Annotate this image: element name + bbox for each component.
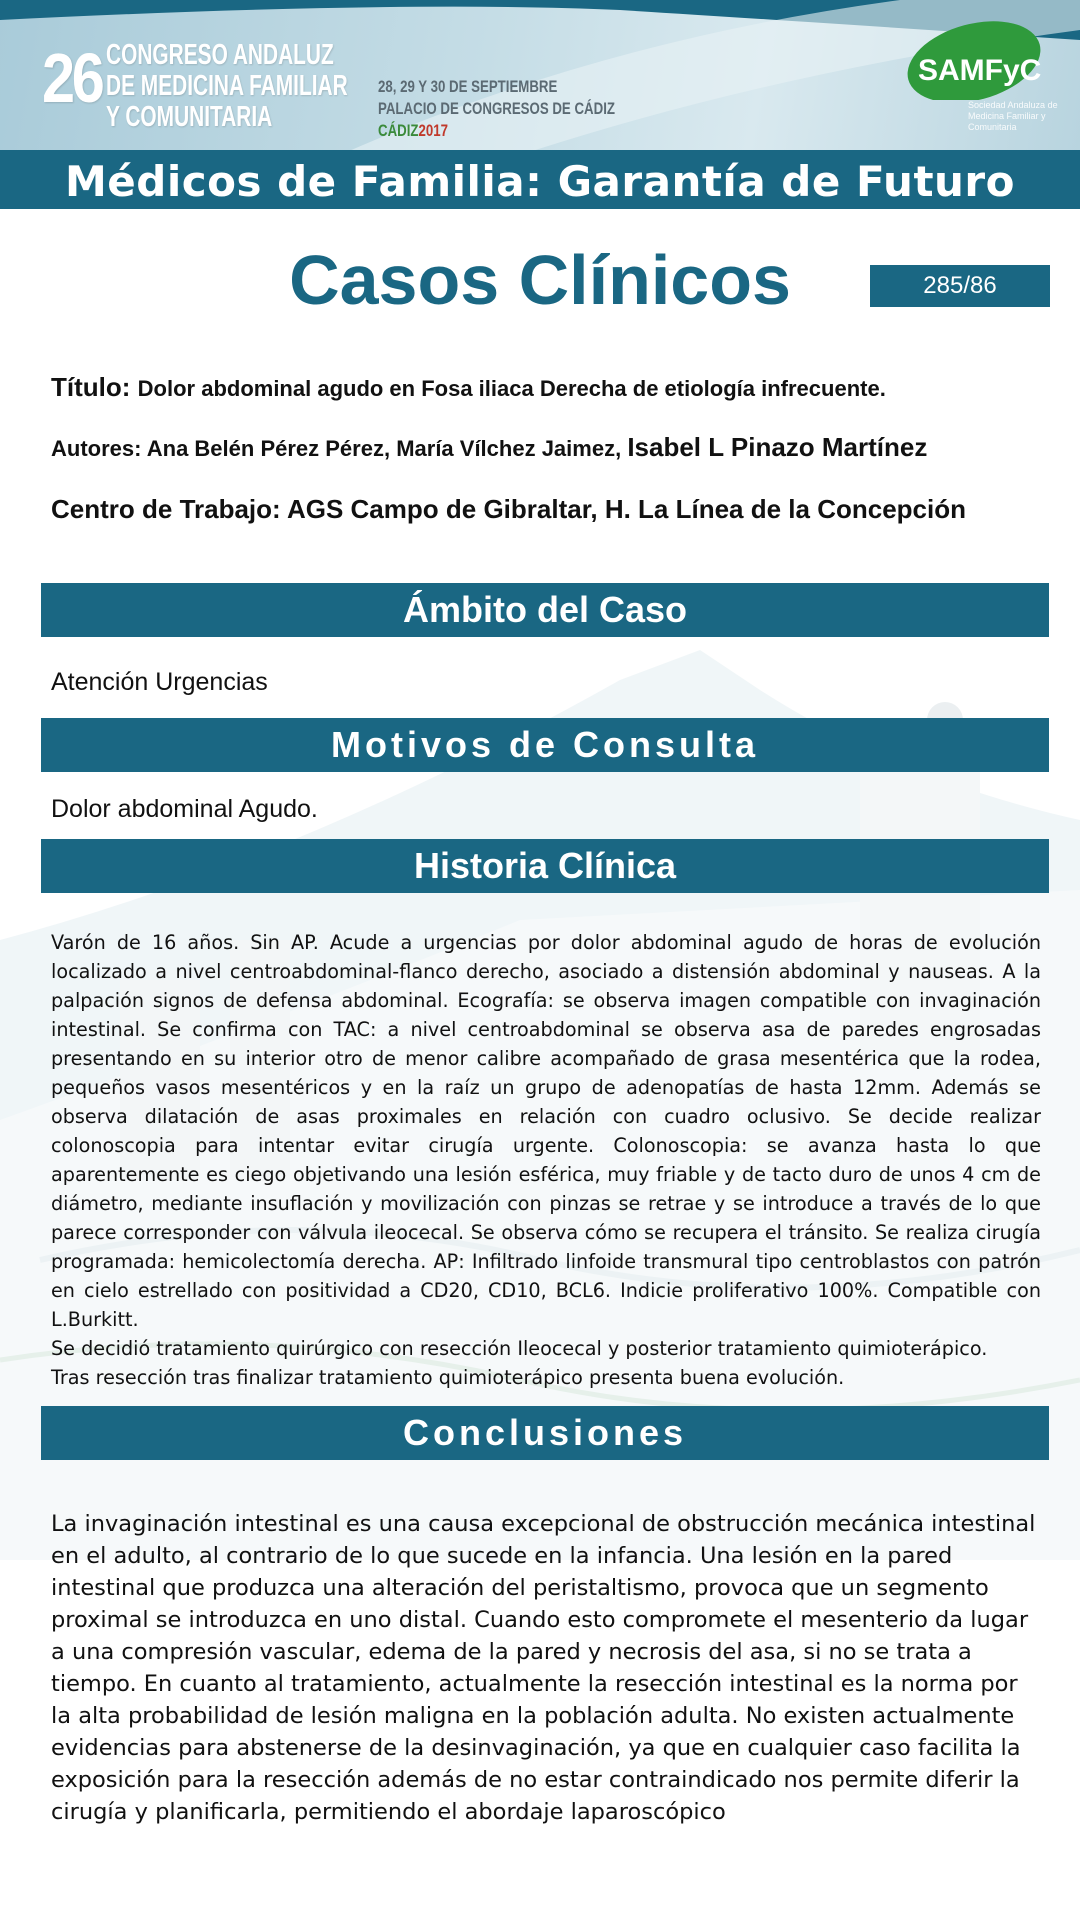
logo-text: SAMFyC [918,54,1042,87]
section-motivos-text: Dolor abdominal Agudo. [51,795,318,823]
section-historia-text [51,928,1041,1392]
congress-slogan: Médicos de Familia: Garantía de Futuro [0,155,1080,209]
section-ambito-header: Ámbito del Caso [41,583,1049,637]
work-center [51,494,966,525]
historia-paragraph-1: Varón de 16 años. Sin AP. Acude a urgencias por dolor abdominal agudo de horas de evolución localizado a nivel centroabdominal-flanco derecho, asociado a distensión abdominal y nauseas. A la palpación signos de defensa abdominal. Ecografía: se observa imagen compatible con invaginación intestinal. Se confirma con TAC: a nivel centroabdominal se observa asa de paredes engrosadas presentando en su interior otro de menor calibre acompañado de grasa mesentérica que la rodea, pequeños vasos mesentéricos y en la raíz un grupo de adenopatías de hasta 12mm. Además se observa dilatación de asas proximales en relación con cuadro oclusivo. Se decide realizar colonoscopia para intentar evitar cirugía urgente. Colonoscopia: se avanza hasta lo que aparentemente es ciego objetivando una lesión esférica, muy friable y de tacto duro de unos 4 cm de diámetro, mediante insuflación y movilización con pinzas se retrae y se introduce a través de lo que parece corresponder con válvula ileocecal. Se observa cómo se recupera el tránsito. Se realiza cirugía programada: hemicolectomía derecha. AP: Infiltrado linfoide transmural tipo centroblastos con patrón en cielo estrellado con positividad a CD20, CD10, BCL6. Indicie proliferativo 100%. Compatible con L.Burkitt. [51,931,1041,1331]
congress-city: CÁDIZ [378,121,419,140]
authors-last: Isabel L Pinazo Martínez [627,432,928,462]
congress-header [0,0,1080,155]
congress-line-2: DE MEDICINA FAMILIAR [106,70,348,102]
section-conclusiones-text: La invaginación intestinal es una causa excepcional de obstrucción mecánica intestinal en el adulto, al contrario de lo que sucede en la infancia. Una lesión en la pared intestinal que produzca una alteración del peristaltismo, provoca que un segmento proximal se introduzca en uno distal. Cuando esto compromete el mesenterio da lugar a una compresión vascular, edema de la pared y necrosis del asa, si no se trata a tiempo. En cuanto al tratamiento, actualmente la resección intestinal es la norma por la alta probabilidad de lesión maligna en la población adulta. No existen actualmente evidencias para abstenerse de la desinvaginación, ya que en cualquier caso facilita la exposición para la resección además de no estar contraindicado nos permite diferir la cirugía y planificarla, permitiendo el abordaje laparoscópico [51,1511,1036,1825]
section-motivos-header: Motivos de Consulta [41,718,1049,772]
historia-paragraph-3: Tras resección tras finalizar tratamiento quimioterápico presenta buena evolución. [51,1366,845,1389]
center-label: Centro de Trabajo: [51,494,281,524]
case-authors [51,432,927,463]
congress-number: 26 [42,39,102,117]
congress-year: 2017 [418,121,449,140]
congress-dates: 28, 29 Y 30 DE SEPTIEMBRE [378,77,558,96]
title-value: Dolor abdominal agudo en Fosa iliaca Derecha de etiología infrecuente. [137,376,886,401]
section-conclusiones-header: Conclusiones [41,1406,1049,1460]
congress-name [106,40,348,133]
authors-label: Autores: Ana Belén Pérez Pérez, María Vílchez Jaimez, [51,436,622,461]
logo-subtitle: Sociedad Andaluza de Medicina Familiar y Comunitaria [968,100,1058,132]
case-title [51,372,886,403]
congress-line-1: CONGRESO ANDALUZ [106,39,334,71]
historia-paragraph-2: Se decidió tratamiento quirúrgico con resección Ileocecal y posterior tratamiento quimioterápico. [51,1337,988,1360]
section-ambito-text: Atención Urgencias [51,668,268,696]
congress-venue: PALACIO DE CONGRESOS DE CÁDIZ [378,99,615,118]
congress-info [378,76,615,142]
congress-line-3: Y COMUNITARIA [106,101,273,133]
section-historia-header: Historia Clínica [41,839,1049,893]
title-label: Título: [51,372,131,402]
congress-city-year [378,120,615,142]
center-value: AGS Campo de Gibraltar, H. La Línea de la Concepción [286,494,967,524]
case-number-badge: 285/86 [870,265,1050,307]
page-title: Casos Clínicos [289,241,791,319]
